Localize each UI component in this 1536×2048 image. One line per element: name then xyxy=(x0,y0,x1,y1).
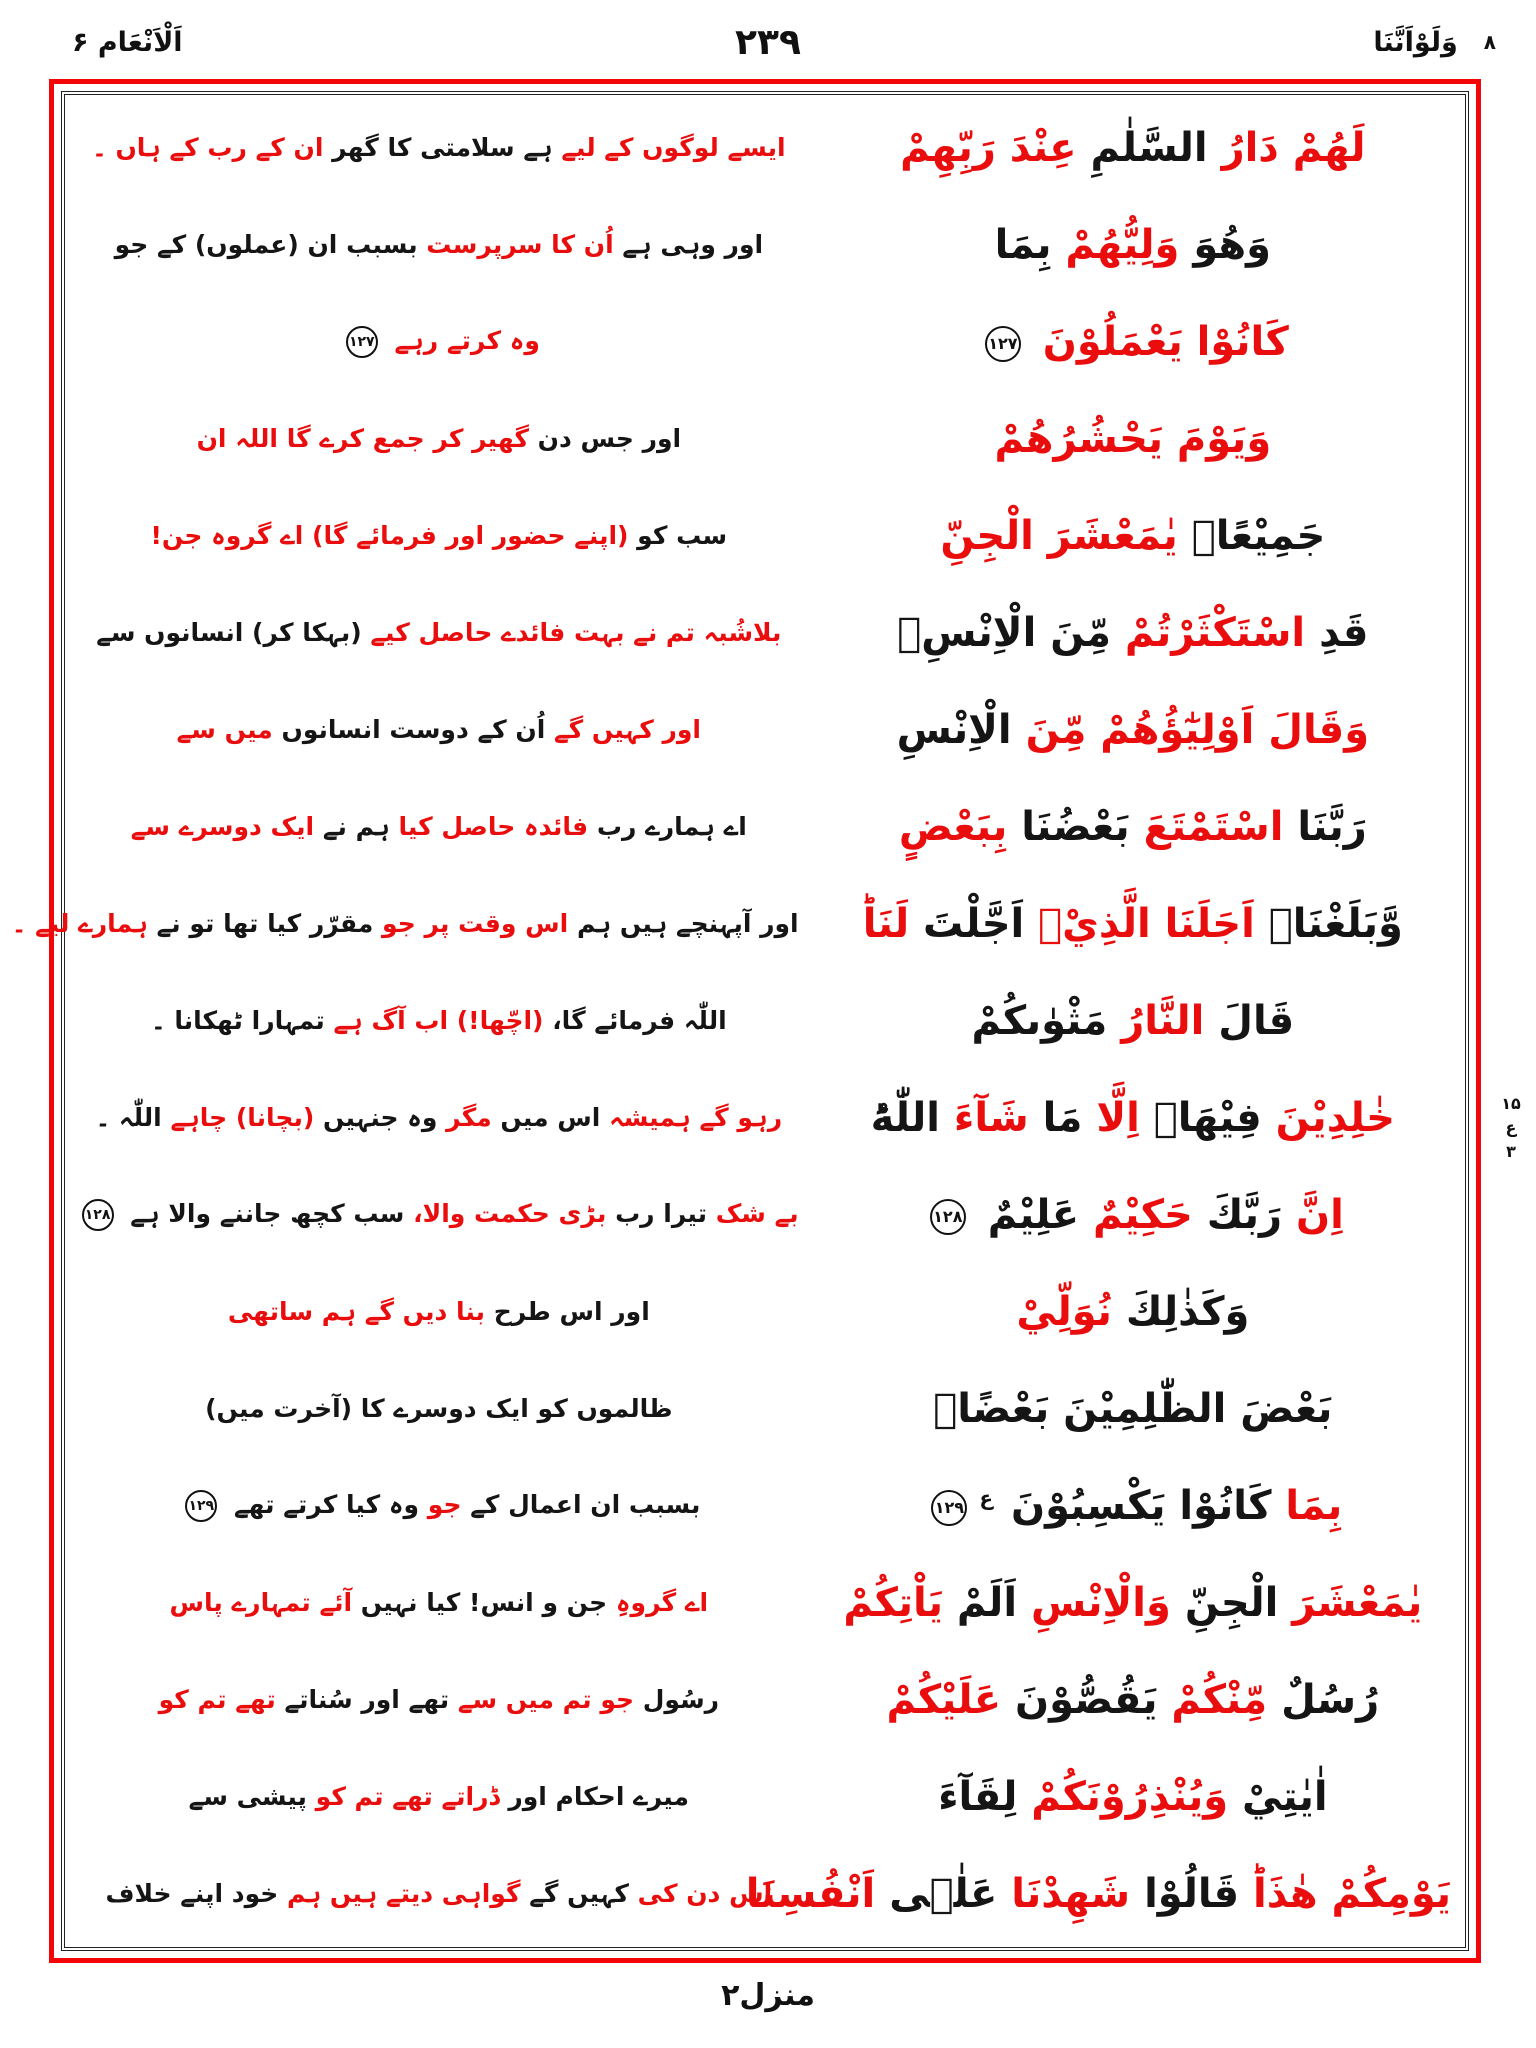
urdu-translation-line xyxy=(71,424,807,454)
text-segment: اُن کے دوست انسانوں xyxy=(272,714,546,744)
text-segment: بڑی حکمت والا، xyxy=(404,1199,607,1229)
text-segment: بَعْضُنَا xyxy=(1007,803,1130,850)
text-segment: شَهِدْنَا xyxy=(997,1871,1131,1918)
arabic-verse-line xyxy=(807,805,1459,849)
text-segment: فائدہ حاصل کیا xyxy=(389,811,589,841)
text-segment: (اچّھا!) اب آگ ہے xyxy=(324,1005,544,1035)
arabic-verse-line xyxy=(807,1484,1459,1528)
verse-row xyxy=(71,1167,1459,1263)
text-segment: بِمَا xyxy=(994,221,1052,268)
text-segment: خٰلِدِيْنَ xyxy=(1261,1094,1395,1141)
page-header xyxy=(40,12,1496,72)
text-segment: يَاْتِكُمْ xyxy=(843,1580,943,1627)
arabic-verse-line xyxy=(807,320,1459,364)
text-segment: اِلَّا xyxy=(1082,1094,1140,1141)
text-segment: لَنَاؕ xyxy=(862,900,910,947)
urdu-translation-line xyxy=(71,133,807,163)
text-segment: بنا دیں گے ہم ساتھی xyxy=(227,1297,485,1327)
text-segment: وہ کیا کرتے تھے xyxy=(225,1490,420,1520)
text-segment: مَا xyxy=(1028,1094,1083,1141)
text-segment: مَثْوٰىكُمْ xyxy=(971,997,1108,1044)
surah-title: اَلْاَنْعَام ۶ xyxy=(72,26,183,58)
text-segment: ظالموں کو ایک دوسرے کا (آخرت میں) xyxy=(205,1394,673,1424)
text-segment: اسْتَكْثَرْتُمْ xyxy=(1110,609,1306,656)
juz-number: ۸ xyxy=(1483,30,1496,54)
text-segment: وَكَذٰلِكَ xyxy=(1111,1289,1250,1336)
text-segment: مِّنَ الْاِنْسِۚ xyxy=(897,609,1111,656)
text-segment: گواہی دیتے ہیں ہم xyxy=(278,1879,521,1909)
page-frame-inner xyxy=(11,91,1469,1951)
urdu-translation-line xyxy=(71,1103,807,1133)
text-segment: السَّلٰمِ xyxy=(1076,124,1208,171)
urdu-translation-line xyxy=(71,618,807,648)
text-segment: يٰمَعْشَرَ الْجِنِّ xyxy=(940,512,1178,559)
urdu-translation-line xyxy=(71,715,807,745)
urdu-translation-line xyxy=(71,1297,807,1327)
text-segment: اور جس دن xyxy=(528,423,682,453)
text-segment: اے گروہِ xyxy=(607,1588,709,1618)
arabic-verse-line xyxy=(807,514,1459,558)
verse-row xyxy=(71,1361,1459,1457)
urdu-translation-line xyxy=(71,812,807,842)
text-segment: الْاِنْسِ xyxy=(896,706,1012,753)
ayah-number-badge: ۱۲۷ xyxy=(985,326,1021,362)
text-segment: (اپنے حضور اور فرمائے گا) اے گروہ جن! xyxy=(150,520,629,550)
text-segment: بسبب ان اعمال کے xyxy=(461,1490,701,1520)
arabic-verse-line xyxy=(745,1871,1459,1918)
text-segment: اللّٰہ فرمائے گا، xyxy=(543,1005,727,1035)
arabic-verse-line xyxy=(807,1678,1459,1722)
text-segment: لَهُمْ دَارُ xyxy=(1207,124,1366,171)
text-segment: النَّارُ xyxy=(1107,997,1205,1044)
text-segment: وَلِيُّهُمْ xyxy=(1051,221,1180,268)
text-segment: تیرا رب xyxy=(606,1199,707,1229)
text-segment: اٰيٰتِيْ xyxy=(1228,1774,1328,1821)
arabic-verse-line xyxy=(807,1581,1459,1625)
verse-row xyxy=(71,488,1459,584)
text-segment: اَلَمْ xyxy=(943,1580,1018,1627)
text-segment: بلاشُبہ تم نے بہت فائدے حاصل کیے xyxy=(361,617,782,647)
manzil-label: منزل۲ xyxy=(721,1978,815,2013)
urdu-translation-line xyxy=(11,908,807,939)
text-segment: اِنَّ xyxy=(1282,1192,1344,1239)
verse-row xyxy=(71,197,1459,293)
arabic-verse-line xyxy=(807,611,1459,655)
text-segment: اور کہیں گے xyxy=(545,714,701,744)
verse-row xyxy=(71,1749,1459,1845)
arabic-verse-line xyxy=(807,902,1459,946)
text-segment: مگر xyxy=(437,1102,492,1132)
text-segment: اے ہمارے رب xyxy=(588,811,747,841)
text-segment: بِمَا xyxy=(1271,1483,1343,1530)
text-segment: يَوْمِكُمْ هٰذَاؕ xyxy=(1239,1871,1451,1918)
text-segment: تمہارا ٹھکانا ۔ xyxy=(150,1005,325,1035)
text-segment: تھے اور سُناتے xyxy=(275,1685,450,1715)
arabic-verse-line xyxy=(807,1387,1459,1431)
text-segment: کہیں گے xyxy=(520,1879,629,1909)
text-segment: پیشی سے xyxy=(188,1782,307,1812)
text-segment: اس میں xyxy=(491,1102,601,1132)
text-segment: وَيُنْذِرُوْنَكُمْ xyxy=(1017,1774,1229,1821)
text-segment: حَكِيْمٌ xyxy=(1079,1192,1193,1239)
text-segment: میرے احکام اور xyxy=(499,1782,689,1812)
text-segment: رَبَّنَا xyxy=(1283,803,1367,850)
text-segment: يَقُصُّوْنَ xyxy=(1001,1677,1158,1724)
text-segment: جو xyxy=(419,1490,462,1520)
verse-row xyxy=(71,1070,1459,1166)
verse-row xyxy=(71,682,1459,778)
text-segment: بے شک xyxy=(707,1199,799,1229)
text-segment: جو تم میں سے xyxy=(449,1685,635,1715)
verse-row xyxy=(71,294,1459,390)
urdu-translation-line xyxy=(71,1588,807,1618)
text-segment: مقرّر کیا تھا تو نے xyxy=(147,908,374,938)
text-segment: وہ جنہیں xyxy=(314,1102,438,1132)
text-segment: آئے تمہارے پاس xyxy=(169,1588,353,1618)
text-segment: مِّنْكُمْ xyxy=(1157,1677,1268,1724)
arabic-verse-line xyxy=(807,126,1459,170)
text-segment: يٰمَعْشَرَ xyxy=(1278,1580,1423,1627)
text-segment: گھیر کر جمع کرے گا اللہ ان xyxy=(196,423,529,453)
ayah-number-badge: ۱۲۷ xyxy=(346,326,378,358)
text-segment: جَمِيْعًاۚ xyxy=(1177,512,1326,559)
verse-row xyxy=(71,585,1459,681)
text-segment: اس وقت پر جو xyxy=(373,908,569,938)
text-segment: اللّٰہ ۔ xyxy=(95,1102,162,1132)
verse-row xyxy=(71,391,1459,487)
text-segment: اور اس طرح xyxy=(484,1297,650,1327)
verse-row xyxy=(71,1846,1459,1942)
text-segment: كَانُوْا يَعْمَلُوْنَ xyxy=(1028,318,1289,365)
text-segment: رُسُلٌ xyxy=(1267,1677,1380,1724)
urdu-translation-line xyxy=(71,1394,807,1424)
text-segment: قَدِ xyxy=(1305,609,1369,656)
text-segment: اَجَلَنَا الَّذِيْۤ xyxy=(1024,900,1255,947)
verse-row xyxy=(71,1264,1459,1360)
text-segment: قَالُوْا xyxy=(1130,1871,1240,1918)
urdu-translation-line xyxy=(71,1199,807,1231)
ayah-number-badge: ۱۲۹ xyxy=(931,1490,967,1526)
text-segment: وَّبَلَغْنَاۤ xyxy=(1254,900,1403,947)
text-segment: لِقَآءَ xyxy=(938,1774,1018,1821)
text-segment: عِنْدَ رَبِّهِمْ xyxy=(900,124,1077,171)
text-segment: بَعْضَ الظّٰلِمِيْنَ بَعْضًاۢ xyxy=(933,1386,1333,1433)
verse-row xyxy=(71,1555,1459,1651)
verse-row xyxy=(71,973,1459,1069)
text-segment: وَالْاِنْسِ xyxy=(1017,1580,1171,1627)
page-frame xyxy=(11,79,1481,1963)
ayah-number-badge: ۱۲۸ xyxy=(930,1199,966,1235)
verse-row xyxy=(71,779,1459,875)
text-segment: كَانُوْا يَكْسِبُوْنَ xyxy=(997,1483,1272,1530)
urdu-translation-line xyxy=(71,1879,807,1909)
text-segment: رَبَّكَ xyxy=(1192,1192,1283,1239)
text-segment: وَقَالَ اَوْلِيٰٓؤُهُمْ مِّنَ xyxy=(1011,706,1370,753)
urdu-translation-line xyxy=(71,1782,807,1812)
text-segment: جن و انس! کیا نہیں xyxy=(352,1588,608,1618)
text-segment: میں سے xyxy=(176,714,273,744)
text-segment: ڈراتے تھے تم کو xyxy=(306,1782,500,1812)
text-segment: اُن کا سرپرست xyxy=(417,229,614,259)
text-segment: فِيْهَاۤ xyxy=(1139,1094,1262,1141)
text-segment: خود اپنے خلاف xyxy=(105,1879,279,1909)
arabic-verse-line xyxy=(807,1290,1459,1334)
text-segment: بِبَعْضٍ xyxy=(898,803,1008,850)
text-segment: ایسے لوگوں کے لیے xyxy=(552,132,786,162)
ruku-count-juz: ۳ xyxy=(1506,1142,1516,1161)
text-segment: نُوَلِّيْ xyxy=(1016,1289,1112,1336)
text-segment: شَآءَ xyxy=(940,1094,1029,1141)
ayah-number-badge: ۱۲۹ xyxy=(185,1490,217,1522)
urdu-translation-line xyxy=(71,326,807,358)
arabic-verse-line xyxy=(807,223,1459,267)
text-segment: عَلٰۤى xyxy=(875,1871,998,1918)
arabic-verse-line xyxy=(807,1193,1459,1237)
arabic-verse-line xyxy=(807,708,1459,752)
text-segment: اسْتَمْتَعَ xyxy=(1129,803,1284,850)
urdu-translation-line xyxy=(71,1490,807,1522)
urdu-translation-line xyxy=(71,521,807,551)
verse-row xyxy=(71,1652,1459,1748)
urdu-translation-line xyxy=(71,1685,807,1715)
text-segment: اور وہی ہے xyxy=(613,229,764,259)
arabic-verse-line xyxy=(807,1775,1459,1819)
urdu-translation-line xyxy=(71,230,807,260)
text-segment: اَجَّلْتَ xyxy=(909,900,1025,947)
text-segment: اِس دن کی xyxy=(628,1879,773,1909)
text-segment: ایک دوسرے سے xyxy=(130,811,315,841)
page-number: ۲۳۹ xyxy=(735,21,801,63)
verse-row xyxy=(71,1458,1459,1554)
arabic-verse-line xyxy=(807,1096,1459,1140)
text-segment: اور آپہنچے ہیں ہم xyxy=(568,908,799,938)
text-segment: اَنْفُسِنَا xyxy=(745,1871,876,1918)
text-segment: ان کے رب کے ہاں ۔ xyxy=(92,132,324,162)
text-segment: وَهُوَ xyxy=(1179,221,1272,268)
margin-ruku-marker xyxy=(1492,1092,1530,1164)
text-segment: بسبب ان (عملوں) کے جو xyxy=(114,229,418,259)
text-segment: سب کچھ جاننے والا ہے xyxy=(121,1199,405,1229)
text-segment: رسُول xyxy=(634,1685,720,1715)
text-segment: عَلَيْكُمْ xyxy=(886,1677,1002,1724)
text-segment: الْجِنِّ xyxy=(1170,1580,1279,1627)
text-segment: تھے تم کو xyxy=(158,1685,276,1715)
text-segment: (بہکا کر) انسانوں سے xyxy=(96,617,362,647)
text-segment: (بچانا) چاہے xyxy=(161,1102,315,1132)
urdu-translation-line xyxy=(71,1006,807,1036)
ruku-end-marker: ع xyxy=(979,1485,994,1510)
ayah-number-badge: ۱۲۸ xyxy=(82,1199,114,1231)
text-segment: عَلِيْمٌ xyxy=(973,1192,1080,1239)
arabic-verse-line xyxy=(807,999,1459,1043)
ruku-symbol: ع xyxy=(1505,1118,1517,1137)
verse-rows xyxy=(11,99,1459,1943)
text-segment: قَالَ xyxy=(1204,997,1295,1044)
text-segment: ہے سلامتی کا گھر xyxy=(323,132,553,162)
ruku-count-surah: ۱۵ xyxy=(1501,1094,1521,1113)
text-segment: رہو گے ہمیشہ xyxy=(600,1102,783,1132)
text-segment: ہمارے لیے ۔ xyxy=(11,908,148,938)
verse-row xyxy=(71,100,1459,196)
juz-title: وَلَوْاَنَّنَا xyxy=(1373,26,1458,58)
text-segment: وَيَوْمَ يَحْشُرُهُمْ xyxy=(994,415,1272,462)
text-segment: اللّٰهُؕ xyxy=(870,1094,940,1141)
text-segment: وہ کرتے رہے xyxy=(385,325,540,355)
text-segment: سب کو xyxy=(628,520,728,550)
verse-row xyxy=(11,876,1459,972)
juz-header xyxy=(1373,27,1496,58)
arabic-verse-line xyxy=(807,417,1459,461)
text-segment: ہم نے xyxy=(314,811,390,841)
